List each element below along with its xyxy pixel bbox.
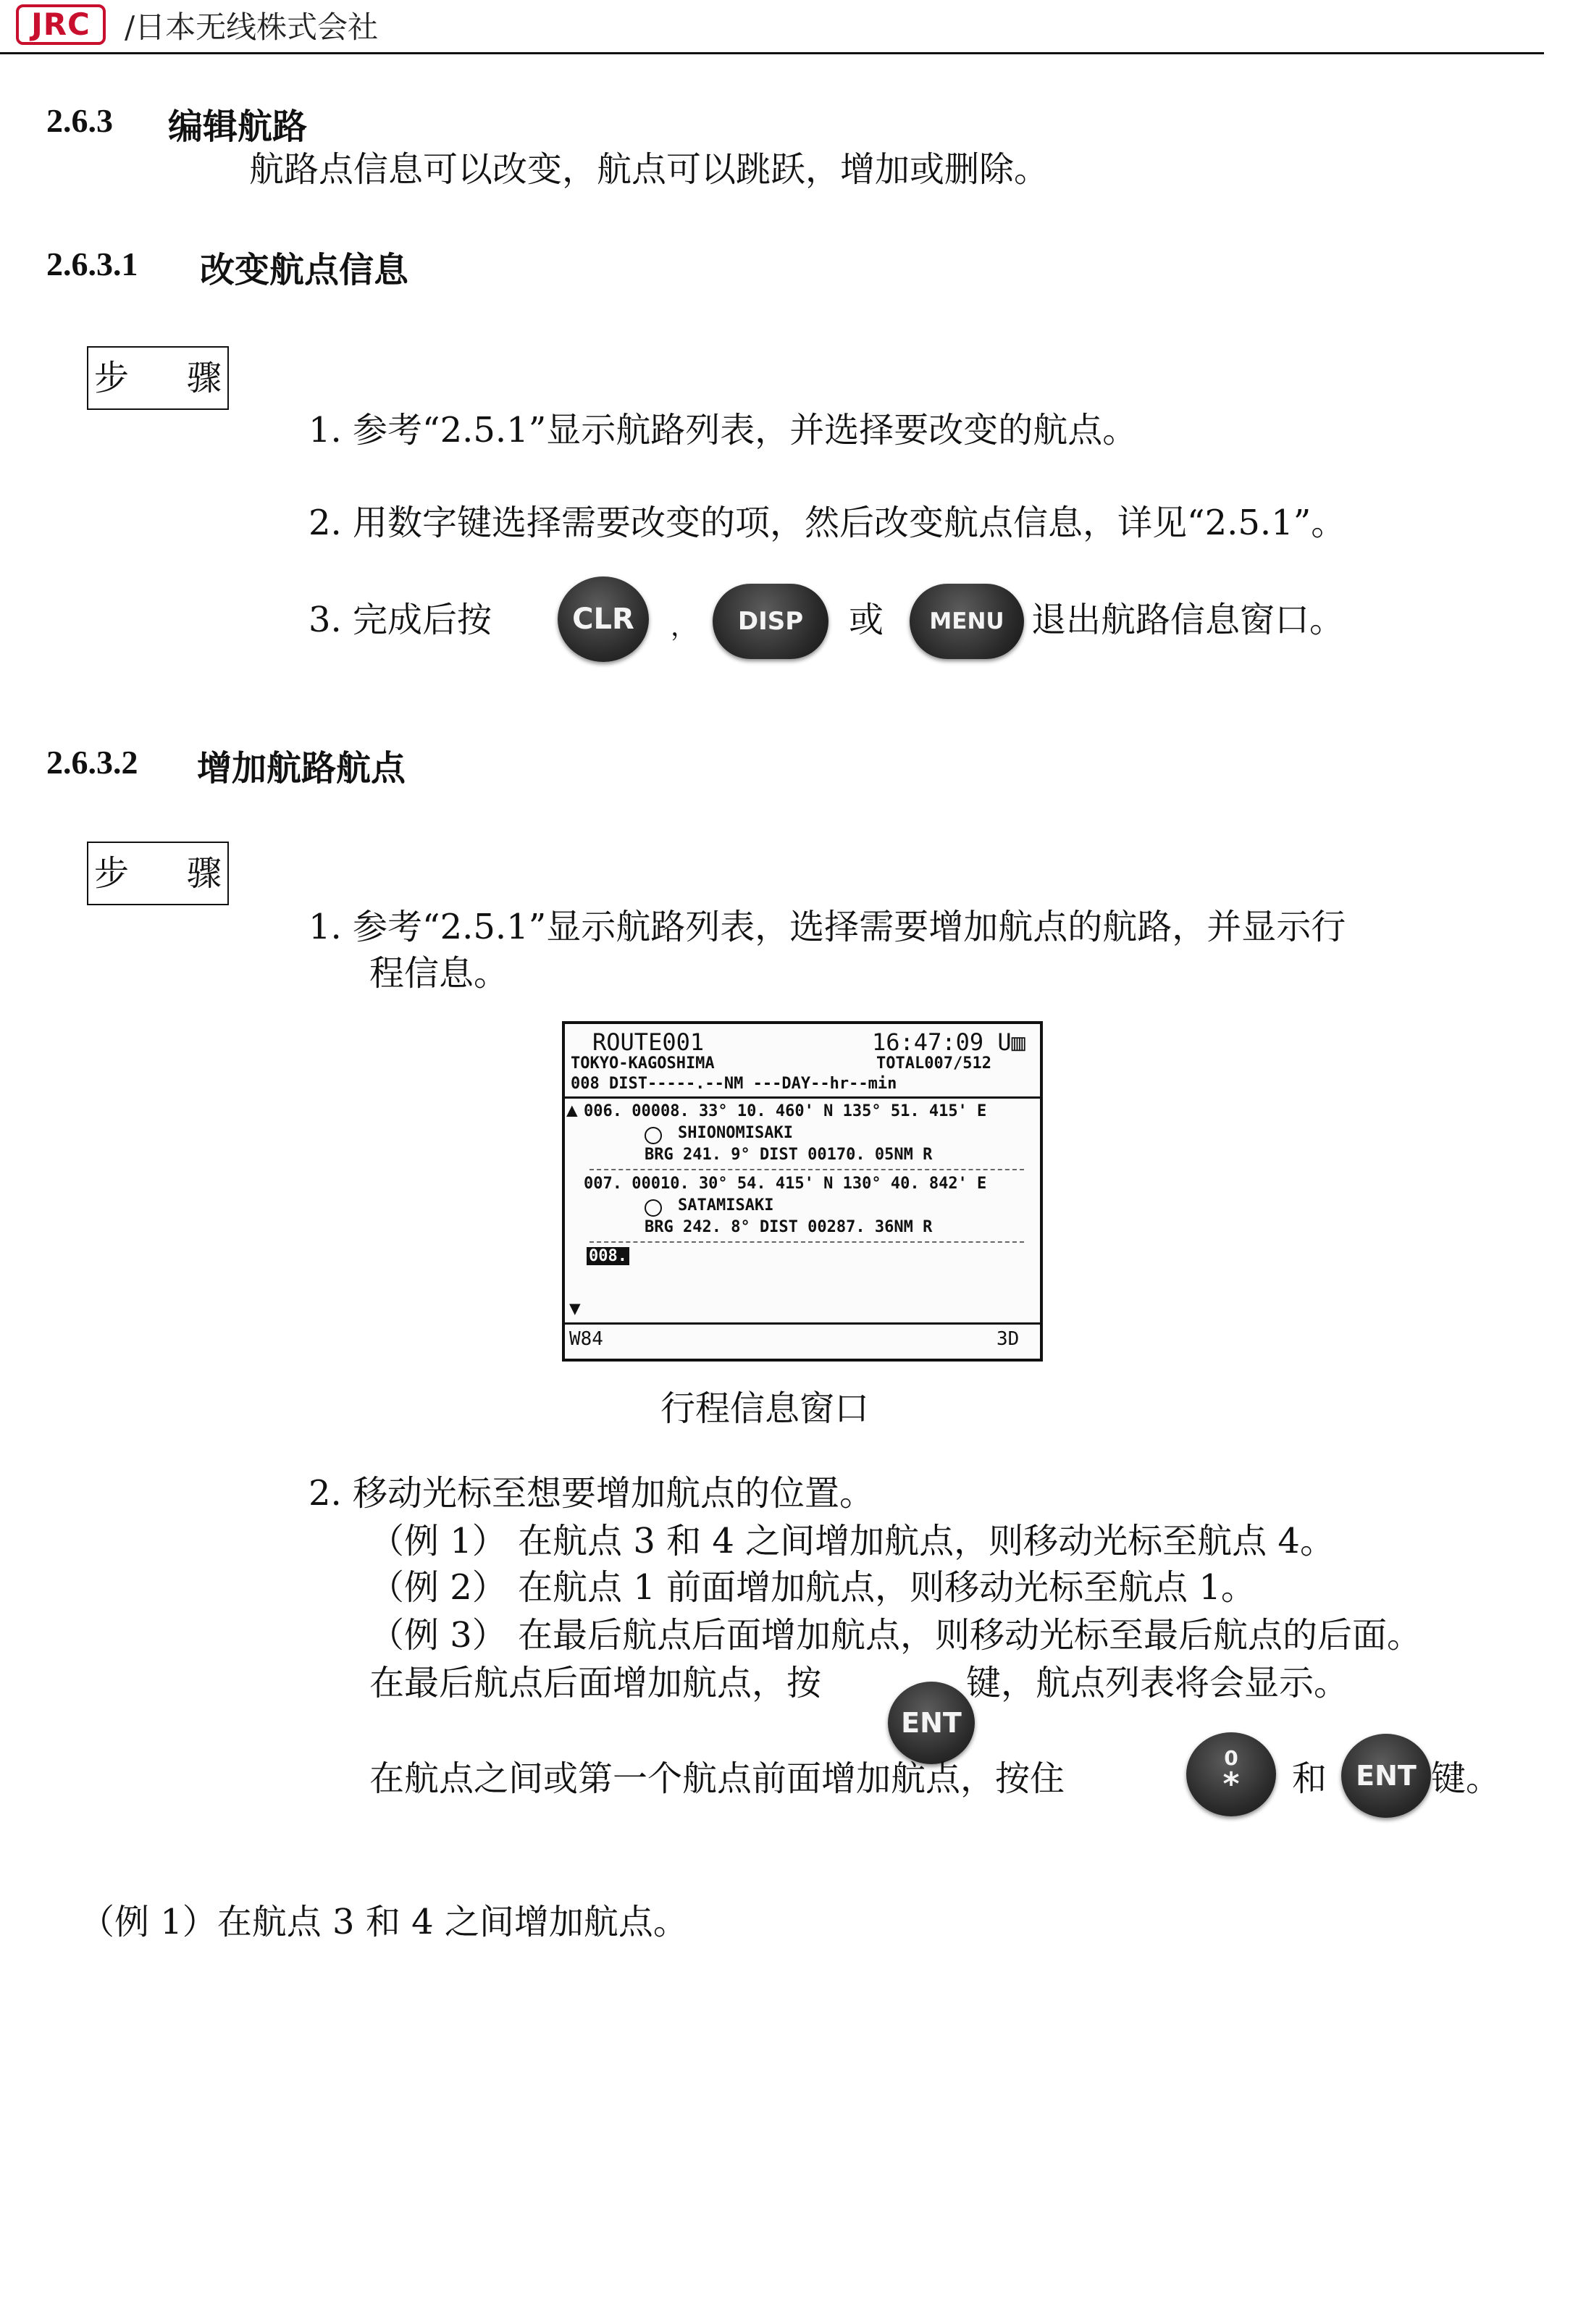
step-2632-1-line2: 程信息。 (369, 953, 509, 994)
step-2632-1-line1: 1. 参考“2.5.1”显示航路列表，选择需要增加航点的航路，并显示行 (309, 907, 1346, 947)
steps-label-a: 步 (94, 358, 130, 398)
example-1-heading: （例 1）在航点 3 和 4 之间增加航点。 (80, 1902, 688, 1942)
screen-fix-mode: 3D (997, 1328, 1020, 1350)
screen-leg: TOKYO-KAGOSHIMA (571, 1054, 715, 1073)
waypoint-row: 006. 00008. 33° 10. 460' N 135° 51. 415' E (584, 1102, 987, 1120)
steps-label-b: 骤 (187, 853, 222, 894)
steps-label-box (87, 842, 229, 905)
jrc-logo: JRC (16, 4, 106, 45)
row-divider (589, 1169, 1024, 1170)
menu-key-icon: MENU (910, 584, 1024, 659)
scroll-up-arrow-icon: ▲ (566, 1099, 578, 1121)
example-2: （例 2） 在航点 1 前面增加航点，则移动光标至航点 1。 (369, 1567, 1256, 1608)
screen-footer-divider (565, 1322, 1040, 1325)
step-2631-3-comma: ， (671, 612, 697, 642)
section-2631-number: 2.6.3.1 (46, 246, 138, 282)
section-2631-title: 改变航点信息 (200, 250, 409, 290)
example-1: （例 1） 在航点 3 和 4 之间增加航点，则移动光标至航点 4。 (369, 1521, 1335, 1561)
screen-route-name: ROUTE001 (592, 1028, 705, 1056)
clr-key-icon: CLR (558, 576, 649, 662)
waypoint-circle-icon (645, 1127, 662, 1144)
disp-key-icon: DISP (713, 584, 828, 659)
section-263-title: 编辑航路 (168, 106, 308, 147)
row-divider (589, 1241, 1024, 1243)
step-2631-1: 1. 参考“2.5.1”显示航路列表，并选择要改变的航点。 (309, 410, 1138, 450)
zero-key-label: 0 (1224, 1746, 1238, 1770)
steps-label-box (87, 346, 229, 410)
step-2632-2: 2. 移动光标至想要增加航点的位置。 (309, 1473, 875, 1514)
waypoint-circle-icon (645, 1199, 662, 1217)
waypoint-bearing: BRG 242. 8° DIST 00287. 36NM R (645, 1218, 933, 1236)
waypoint-name: SHIONOMISAKI (678, 1124, 793, 1142)
star-key-label: * (1222, 1766, 1240, 1803)
waypoint-name: SATAMISAKI (678, 1196, 774, 1215)
steps-label-b: 骤 (187, 358, 222, 398)
step-2631-2: 2. 用数字键选择需要改变的项，然后改变航点信息，详见“2.5.1”。 (309, 503, 1346, 543)
voyage-info-screen (562, 1021, 1043, 1362)
last-waypoint-instruction-prefix: 在最后航点后面增加航点，按 (369, 1663, 822, 1703)
screen-dist-line: 008 DIST-----.--NM ---DAY--hr--min (571, 1075, 897, 1093)
between-instruction-and: 和 (1292, 1758, 1327, 1799)
section-2632-number: 2.6.3.2 (46, 744, 138, 781)
steps-label-a: 步 (94, 853, 130, 894)
section-263-number: 2.6.3 (46, 102, 113, 139)
between-instruction-prefix: 在航点之间或第一个航点前面增加航点，按住 (369, 1758, 1065, 1799)
screen-datum: W84 (569, 1328, 603, 1350)
header-divider (0, 52, 1544, 54)
cursor-waypoint: 008. (587, 1247, 629, 1265)
waypoint-row: 007. 00010. 30° 54. 415' N 130° 40. 842' E (584, 1175, 987, 1193)
step-2631-3-or: 或 (849, 600, 884, 640)
zero-star-key-icon (1186, 1732, 1276, 1816)
ent-key-icon: ENT (888, 1682, 975, 1764)
screen-total: TOTAL007/512 (876, 1054, 991, 1073)
screen-header-divider (565, 1096, 1040, 1099)
last-waypoint-instruction-suffix: 键，航点列表将会显示。 (966, 1663, 1349, 1703)
scroll-down-arrow-icon: ▼ (569, 1298, 581, 1320)
between-instruction-suffix: 键。 (1431, 1758, 1501, 1799)
step-2631-3-prefix: 3. 完成后按 (309, 600, 492, 640)
section-263-intro: 航路点信息可以改变，航点可以跳跃，增加或删除。 (249, 149, 1049, 190)
ent-key-icon: ENT (1341, 1734, 1431, 1818)
screen-caption: 行程信息窗口 (660, 1388, 870, 1429)
company-name: /日本无线株式会社 (125, 9, 379, 45)
step-2631-3-suffix: 退出航路信息窗口。 (1031, 600, 1345, 640)
waypoint-bearing: BRG 241. 9° DIST 00170. 05NM R (645, 1146, 933, 1164)
example-3: （例 3） 在最后航点后面增加航点，则移动光标至最后航点的后面。 (369, 1615, 1422, 1656)
section-2632-title: 增加航路航点 (197, 748, 406, 789)
screen-time: 16:47:09 U▥ (872, 1028, 1025, 1056)
